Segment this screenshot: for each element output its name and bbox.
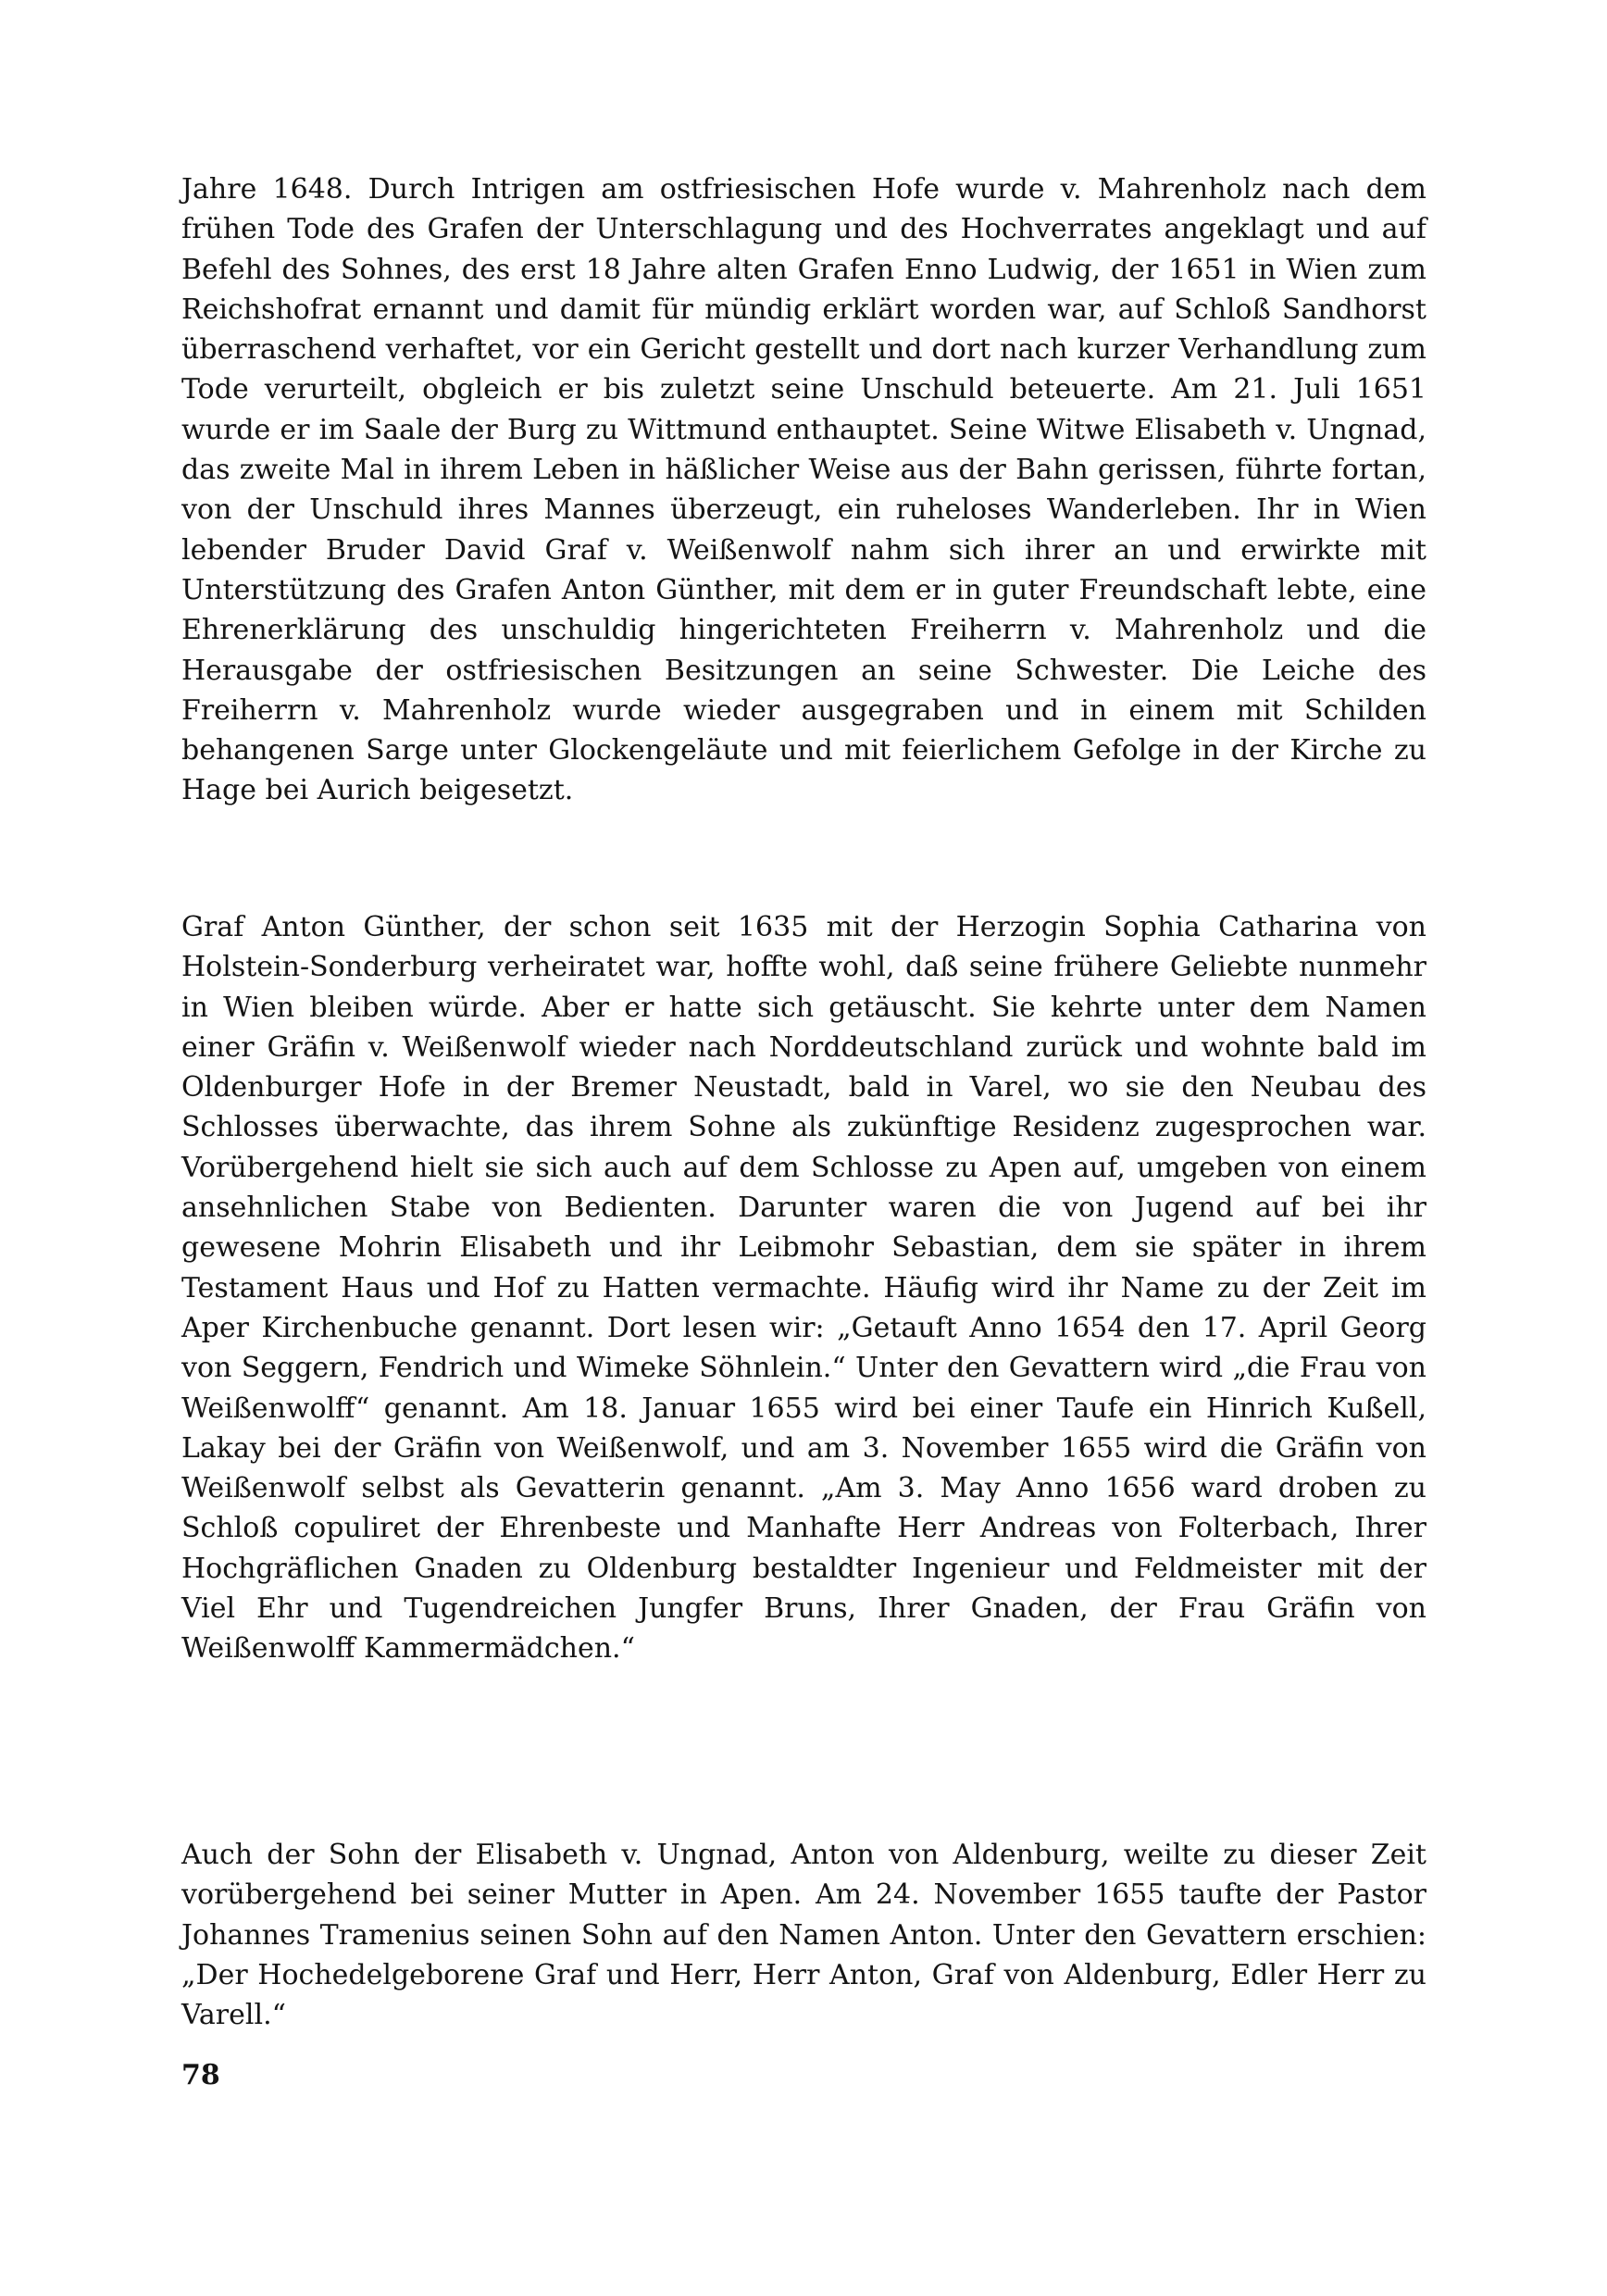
page-number: 78 — [181, 2059, 220, 2091]
paragraph-anton-von-aldenburg: Auch der Sohn der Elisabeth v. Ungnad, Anton von Aldenburg, weilte zu dieser Zeit vorübergehend bei seiner Mutter in Apen. Am 24. November 1655 taufte der Pastor Johannes Tramenius seinen Sohn auf den Namen Anton. Unter den Gevattern erschien: „Der Hochedelgeborene Graf und Herr, Herr Anton, Graf von Aldenburg, Edler Herr zu Varell.“ — [181, 1839, 1426, 2032]
paragraph-anton-guenther: Graf Anton Günther, der schon seit 1635 mit der Herzogin Sophia Catharina von Holstein-Sonderburg verheiratet war, hoffte wohl, daß seine frühere Geliebte nunmehr in Wien bleiben würde. Aber er hatte sich getäuscht. Sie kehrte unter dem Namen einer Gräfin v. Weißenwolf wieder nach Norddeutschland zurück und wohnte bald im Oldenburger Hofe in der Bremer Neustadt, bald in Varel, wo sie den Neubau des Schlosses überwachte, das ihrem Sohne als zukünftige Residenz zugesprochen war. Vorübergehend hielt sie sich auch auf dem Schlosse zu Apen auf, umgeben von einem ansehnlichen Stabe von Bedienten. Darunter waren die von Jugend auf bei ihr gewesene Mohrin Elisabeth und ihr Leibmohr Sebastian, dem sie später in ihrem Testament Haus und Hof zu Hatten vermachte. Häufig wird ihr Name zu der Zeit im Aper Kirchenbuche genannt. Dort lesen wir: „Getauft Anno 1654 den 17. April Georg von Seggern, Fendrich und Wimeke Söhnlein.“ Unter den Gevattern wird „die Frau von Weißenwolff“ genannt. Am 18. Januar 1655 wird bei einer Taufe ein Hinrich Kußell, Lakay bei der Gräfin von Weißenwolf, und am 3. November 1655 wird die Gräfin von Weißenwolf selbst als Gevatterin genannt. „Am 3. May Anno 1656 ward droben zu Schloß copuliret der Ehrenbeste und Manhafte Herr Andreas von Folterbach, Ihrer Hochgräflichen Gnaden zu Oldenburg bestaldter Ingenieur und Feldmeister mit der Viel Ehr und Tugendreichen Jungfer Bruns, Ihrer Gnaden, der Frau Gräfin von Weißenwolff Kammermädchen.“ — [181, 911, 1426, 1666]
paragraph-mahrenholz-trial: Jahre 1648. Durch Intrigen am ostfriesischen Hofe wurde v. Mahrenholz nach dem frühen Tode des Grafen der Unterschlagung und des Hochverrates angeklagt und auf Befehl des Sohnes, des erst 18 Jahre alten Grafen Enno Ludwig, der 1651 in Wien zum Reichshofrat ernannt und damit für mündig erklärt worden war, auf Schloß Sandhorst überraschend verhaftet, vor ein Gericht gestellt und dort nach kurzer Verhandlung zum Tode verurteilt, obgleich er bis zuletzt seine Unschuld beteuerte. Am 21. Juli 1651 wurde er im Saale der Burg zu Wittmund enthauptet. Seine Witwe Elisabeth v. Ungnad, das zweite Mal in ihrem Leben in häßlicher Weise aus der Bahn gerissen, führte fortan, von der Unschuld ihres Mannes überzeugt, ein ruheloses Wanderleben. Ihr in Wien lebender Bruder David Graf v. Weißenwolf nahm sich ihrer an und erwirkte mit Unterstützung des Grafen Anton Günther, mit dem er in guter Freundschaft lebte, eine Ehrenerklärung des unschuldig hingerichteten Freiherrn v. Mahrenholz und die Herausgabe der ostfriesischen Besitzungen an seine Schwester. Die Leiche des Freiherrn v. Mahrenholz wurde wieder ausgegraben und in einem mit Schilden behangenen Sarge unter Glockengeläute und mit feierlichem Gefolge in der Kirche zu Hage bei Aurich beigesetzt. — [181, 173, 1426, 807]
